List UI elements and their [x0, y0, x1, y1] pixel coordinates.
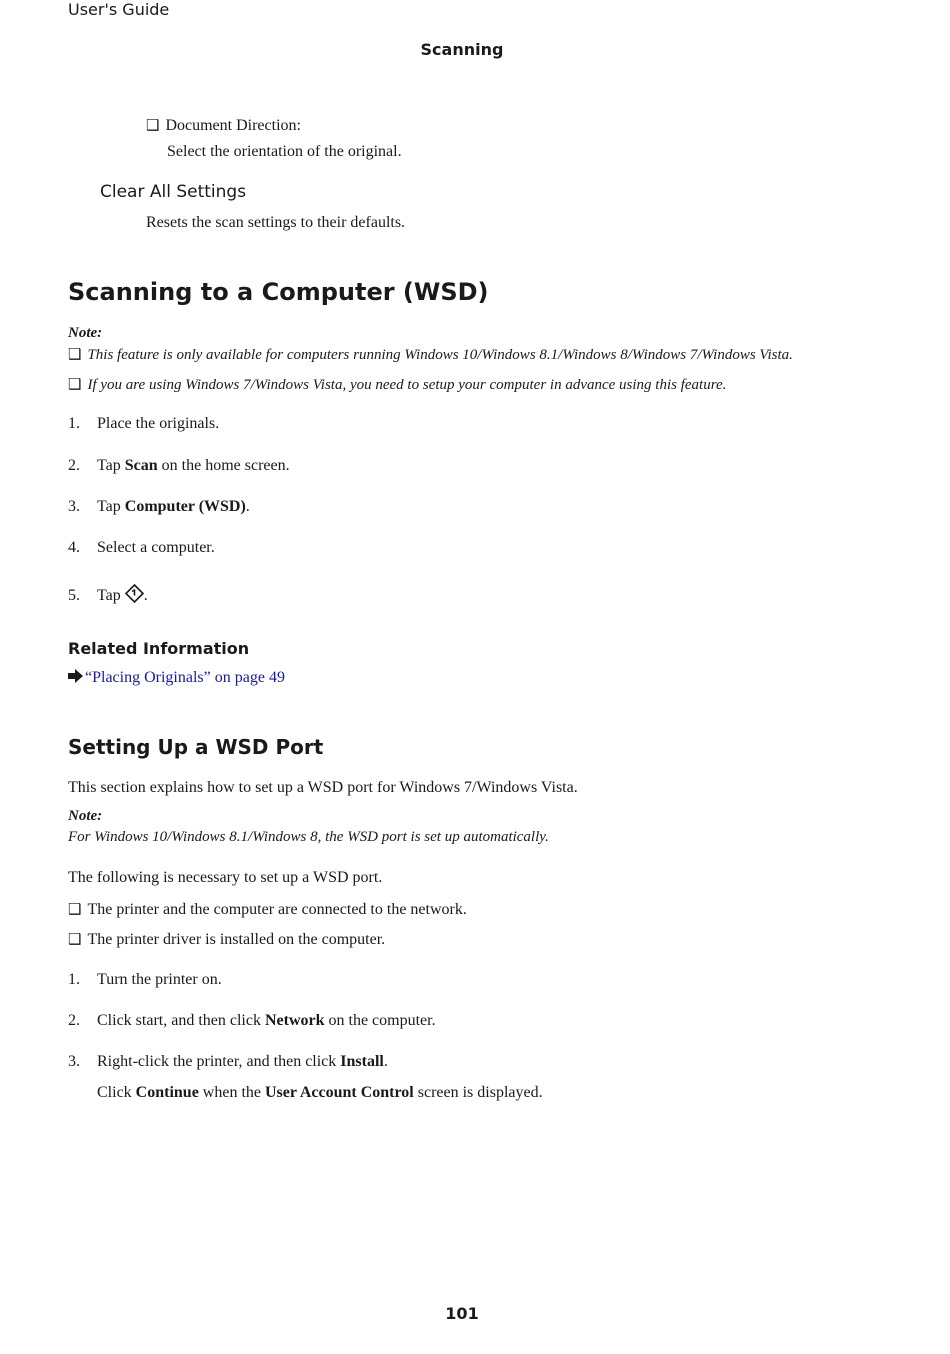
step-number: 1. — [68, 971, 80, 988]
port-intro-text: This section explains how to set up a WSD port for Windows 7/Windows Vista. — [68, 779, 578, 796]
step-number: 3. — [68, 1053, 80, 1070]
requirement-item — [68, 929, 385, 950]
step-text: Click start, and then click — [97, 1012, 265, 1029]
checkbox-bullet-icon: ❑ — [68, 900, 82, 918]
requirement-item — [68, 899, 467, 920]
step-text: Click — [97, 1084, 136, 1101]
step-text: Tap — [97, 498, 125, 515]
checkbox-bullet-icon: ❑ — [68, 930, 82, 948]
step-text: Tap — [97, 587, 125, 604]
step-item — [68, 1011, 436, 1031]
note-item — [68, 344, 793, 365]
step-bold-term: Scan — [124, 457, 158, 474]
step-number: 3. — [68, 498, 80, 515]
step-text: screen is displayed. — [413, 1084, 543, 1101]
note-text: If you are using Windows 7/Windows Vista, you need to setup your computer in advance using this feature. — [87, 377, 727, 393]
requirement-text: The printer and the computer are connected to the network. — [87, 901, 467, 918]
step-text: on the computer. — [324, 1012, 436, 1029]
document-direction-item — [146, 115, 301, 136]
step-bold-term: User Account Control — [265, 1084, 414, 1101]
step-text: Tap — [97, 457, 125, 474]
page-number: 101 — [445, 1304, 479, 1323]
step-number: 2. — [68, 1012, 80, 1029]
step-text: . — [143, 587, 148, 604]
guide-title: User's Guide — [68, 0, 170, 19]
step-text: Select a computer. — [97, 539, 215, 556]
step-text: Right-click the printer, and then click — [97, 1053, 341, 1070]
checkbox-bullet-icon: ❑ — [146, 116, 160, 134]
step-number: 4. — [68, 539, 80, 556]
related-info-item — [68, 668, 285, 689]
step-text: when the — [198, 1084, 265, 1101]
step-text: . — [245, 498, 250, 515]
step-bold-term: Install — [340, 1053, 384, 1070]
step-bold-term: Continue — [135, 1084, 199, 1101]
note-label: Note: — [68, 325, 103, 341]
step-text: Turn the printer on. — [97, 971, 222, 988]
document-direction-desc: Select the orientation of the original. — [167, 143, 402, 160]
document-direction-label: Document Direction: — [165, 117, 301, 134]
checkbox-bullet-icon: ❑ — [68, 345, 82, 363]
section-heading-wsd: Scanning to a Computer (WSD) — [68, 278, 489, 306]
step-number: 2. — [68, 457, 80, 474]
step-item — [68, 584, 148, 609]
step-text: Place the originals. — [97, 415, 220, 432]
note-text: For Windows 10/Windows 8.1/Windows 8, the WSD port is set up automatically. — [68, 829, 549, 845]
note-item — [68, 374, 726, 395]
clear-all-settings-desc: Resets the scan settings to their defaults. — [146, 214, 406, 231]
note-text: This feature is only available for computers running Windows 10/Windows 8.1/Windows 8/Windows 7/Windows Vista. — [87, 347, 793, 363]
related-info-heading: Related Information — [68, 639, 250, 658]
chapter-title: Scanning — [420, 40, 504, 59]
step-item — [68, 497, 250, 517]
step-item — [68, 456, 290, 476]
placing-originals-link[interactable]: “Placing Originals” on page 49 — [85, 669, 285, 686]
step-item — [68, 414, 219, 434]
step-text: on the home screen. — [157, 457, 290, 474]
step-number: 5. — [68, 587, 80, 604]
section-heading-wsd-port: Setting Up a WSD Port — [68, 735, 324, 759]
arrow-right-icon — [68, 669, 85, 689]
note-label: Note: — [68, 808, 103, 824]
step-text: . — [383, 1053, 388, 1070]
step-item — [68, 1052, 388, 1072]
requirement-text: The printer driver is installed on the computer. — [87, 931, 386, 948]
requirements-intro: The following is necessary to set up a WSD port. — [68, 869, 383, 886]
step-item — [68, 970, 222, 990]
step-bold-term: Network — [264, 1012, 325, 1029]
checkbox-bullet-icon: ❑ — [68, 375, 82, 393]
step-number: 1. — [68, 415, 80, 432]
step-bold-term: Computer (WSD) — [124, 498, 246, 515]
clear-all-settings-heading: Clear All Settings — [100, 182, 247, 202]
step-subtext — [97, 1083, 543, 1103]
step-item — [68, 538, 215, 558]
start-icon — [125, 584, 144, 609]
